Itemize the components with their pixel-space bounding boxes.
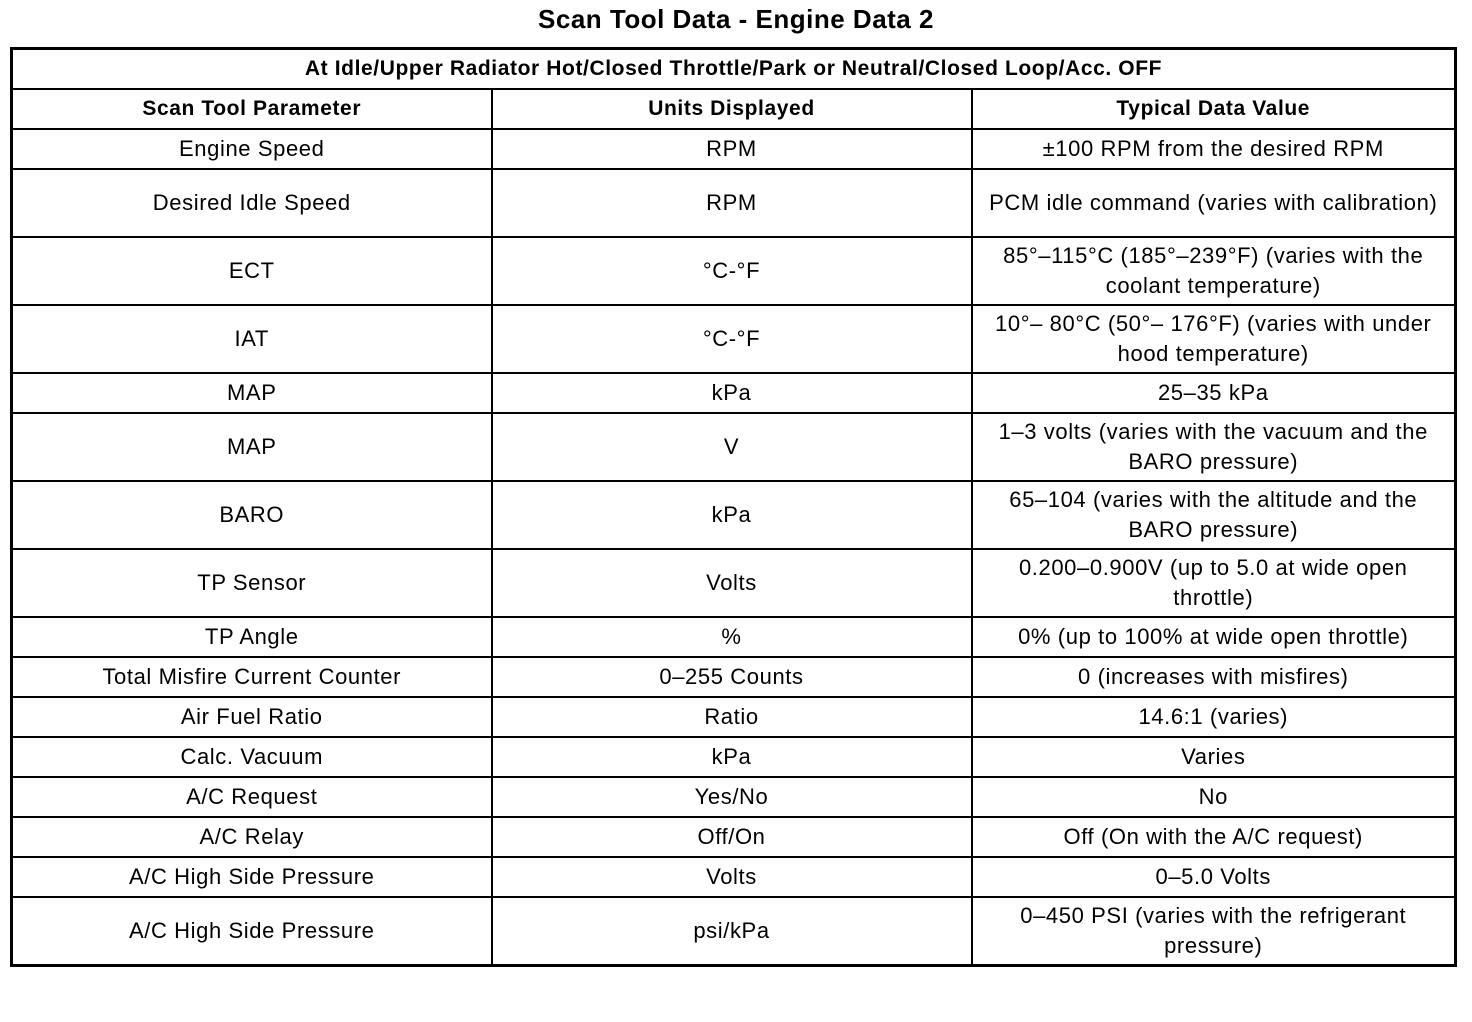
table-row: [12, 373, 1456, 413]
cell-parameter: IAT: [12, 305, 492, 373]
table-row: [12, 737, 1456, 777]
table-row: [12, 549, 1456, 617]
table-row: [12, 897, 1456, 966]
cell-value: 0.200–0.900V (up to 5.0 at wide open throttle): [972, 549, 1456, 617]
cell-parameter: ECT: [12, 237, 492, 305]
cell-units: kPa: [492, 737, 972, 777]
cell-parameter: MAP: [12, 373, 492, 413]
table-row: [12, 617, 1456, 657]
cell-parameter: BARO: [12, 481, 492, 549]
cell-value: 14.6:1 (varies): [972, 697, 1456, 737]
header-row: [12, 89, 1456, 129]
cell-value: 0–450 PSI (varies with the refrigerant pressure): [972, 897, 1456, 966]
table-row: [12, 481, 1456, 549]
cell-units: %: [492, 617, 972, 657]
cell-parameter: TP Angle: [12, 617, 492, 657]
table-row: [12, 237, 1456, 305]
table-row: [12, 305, 1456, 373]
table-row: [12, 129, 1456, 169]
cell-units: V: [492, 413, 972, 481]
cell-value: 10°– 80°C (50°– 176°F) (varies with under hood temperature): [972, 305, 1456, 373]
cell-value: Off (On with the A/C request): [972, 817, 1456, 857]
table-row: [12, 857, 1456, 897]
table-row: [12, 777, 1456, 817]
cell-units: °C-°F: [492, 305, 972, 373]
cell-value: ±100 RPM from the desired RPM: [972, 129, 1456, 169]
cell-units: Volts: [492, 857, 972, 897]
cell-parameter: Total Misfire Current Counter: [12, 657, 492, 697]
header-units: Units Displayed: [492, 89, 972, 129]
table-row: [12, 817, 1456, 857]
header-value: Typical Data Value: [972, 89, 1456, 129]
cell-value: 85°–115°C (185°–239°F) (varies with the coolant temperature): [972, 237, 1456, 305]
cell-value: PCM idle command (varies with calibration): [972, 169, 1456, 237]
cell-value: 65–104 (varies with the altitude and the BARO pressure): [972, 481, 1456, 549]
cell-value: No: [972, 777, 1456, 817]
header-parameter: Scan Tool Parameter: [12, 89, 492, 129]
cell-units: Off/On: [492, 817, 972, 857]
cell-parameter: A/C High Side Pressure: [12, 857, 492, 897]
cell-units: 0–255 Counts: [492, 657, 972, 697]
cell-value: Varies: [972, 737, 1456, 777]
cell-units: Ratio: [492, 697, 972, 737]
condition-text: At Idle/Upper Radiator Hot/Closed Throttle/Park or Neutral/Closed Loop/Acc. OFF: [12, 49, 1456, 90]
cell-value: 1–3 volts (varies with the vacuum and the BARO pressure): [972, 413, 1456, 481]
cell-parameter: A/C Request: [12, 777, 492, 817]
cell-units: Volts: [492, 549, 972, 617]
scan-tool-data-table: [10, 47, 1457, 967]
cell-parameter: Calc. Vacuum: [12, 737, 492, 777]
table-row: [12, 657, 1456, 697]
cell-parameter: TP Sensor: [12, 549, 492, 617]
cell-units: °C-°F: [492, 237, 972, 305]
cell-units: RPM: [492, 169, 972, 237]
cell-parameter: MAP: [12, 413, 492, 481]
condition-row: [12, 49, 1456, 90]
cell-parameter: Air Fuel Ratio: [12, 697, 492, 737]
cell-units: kPa: [492, 373, 972, 413]
cell-units: kPa: [492, 481, 972, 549]
cell-parameter: A/C Relay: [12, 817, 492, 857]
cell-value: 0 (increases with misfires): [972, 657, 1456, 697]
table-row: [12, 413, 1456, 481]
cell-parameter: Engine Speed: [12, 129, 492, 169]
page-title: Scan Tool Data - Engine Data 2: [538, 4, 934, 34]
cell-units: Yes/No: [492, 777, 972, 817]
cell-parameter: Desired Idle Speed: [12, 169, 492, 237]
cell-value: 25–35 kPa: [972, 373, 1456, 413]
cell-parameter: A/C High Side Pressure: [12, 897, 492, 966]
cell-units: psi/kPa: [492, 897, 972, 966]
table-row: [12, 697, 1456, 737]
cell-units: RPM: [492, 129, 972, 169]
cell-value: 0% (up to 100% at wide open throttle): [972, 617, 1456, 657]
cell-value: 0–5.0 Volts: [972, 857, 1456, 897]
table-row: [12, 169, 1456, 237]
